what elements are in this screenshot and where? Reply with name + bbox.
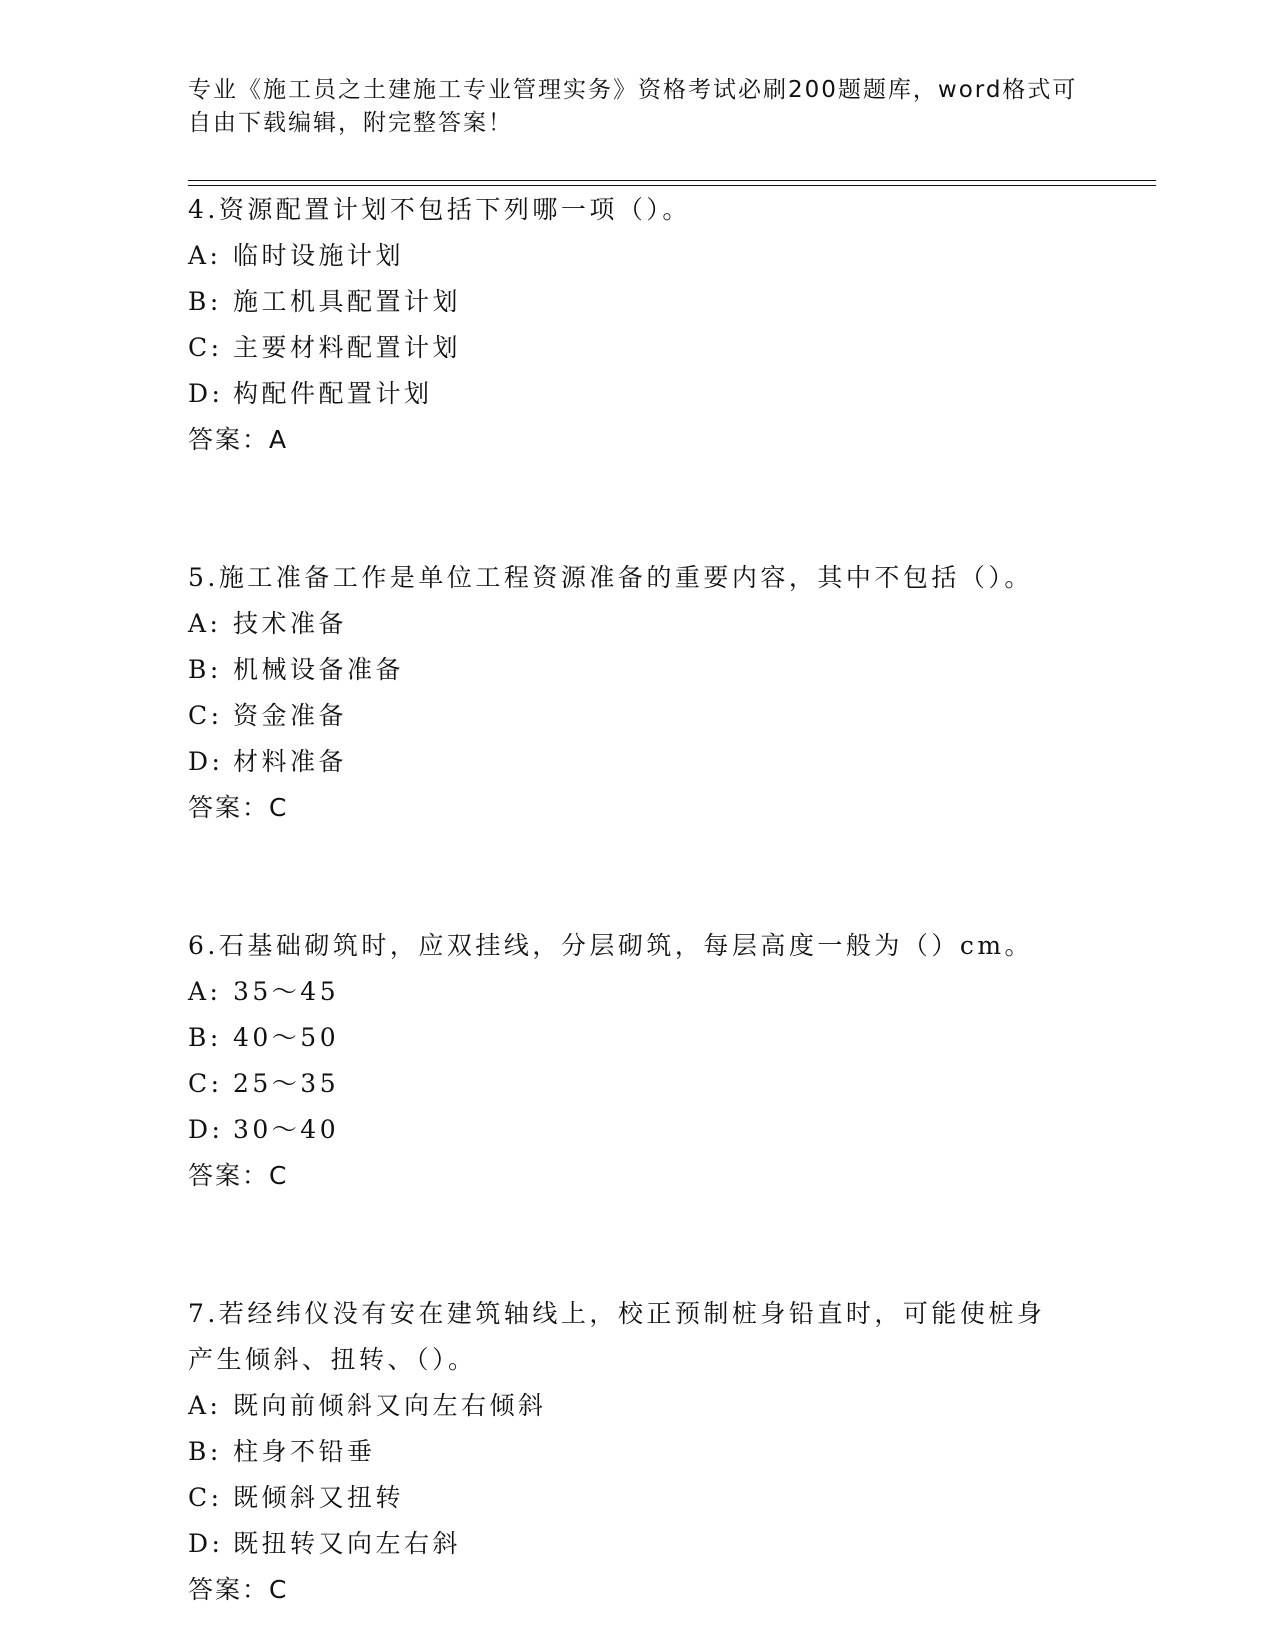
option-c xyxy=(188,325,1148,371)
option-text: 主要材料配置计划 xyxy=(233,333,462,362)
document-header xyxy=(188,74,1078,140)
option-b xyxy=(188,279,1148,325)
option-a xyxy=(188,233,1148,279)
option-text: 30～40 xyxy=(233,1115,340,1144)
option-d xyxy=(188,739,1148,785)
option-text: 既扭转又向左右斜 xyxy=(233,1529,462,1558)
option-letter: A: xyxy=(188,241,222,270)
option-letter: D: xyxy=(188,1115,224,1144)
option-text: 既倾斜又扭转 xyxy=(233,1483,405,1512)
question-stem: 5.施工准备工作是单位工程资源准备的重要内容，其中不包括（）。 xyxy=(188,563,1033,592)
option-letter: B: xyxy=(188,1023,222,1052)
option-text: 柱身不铅垂 xyxy=(233,1437,376,1466)
option-text: 临时设施计划 xyxy=(233,241,405,270)
option-text: 35～45 xyxy=(233,977,340,1006)
option-a xyxy=(188,601,1148,647)
header-divider-top xyxy=(188,180,1156,181)
option-a xyxy=(188,1383,1148,1429)
question-list xyxy=(188,187,1148,1613)
option-c xyxy=(188,1475,1148,1521)
question-stem: 4.资源配置计划不包括下列哪一项（）。 xyxy=(188,195,691,224)
option-letter: D: xyxy=(188,747,224,776)
question-item xyxy=(188,187,1148,463)
option-letter: C: xyxy=(188,1483,223,1512)
option-text: 机械设备准备 xyxy=(233,655,405,684)
option-letter: C: xyxy=(188,333,223,362)
header-line-2: 自由下载编辑，附完整答案！ xyxy=(188,110,513,136)
option-text: 构配件配置计划 xyxy=(233,379,433,408)
question-stem: 7.若经纬仪没有安在建筑轴线上，校正预制桩身铅直时，可能使桩身 xyxy=(188,1299,1046,1328)
option-b xyxy=(188,1015,1148,1061)
option-c xyxy=(188,1061,1148,1107)
answer-line: 答案：C xyxy=(188,1575,289,1604)
option-letter: B: xyxy=(188,287,222,316)
question-spacer xyxy=(188,831,1148,923)
option-b xyxy=(188,647,1148,693)
option-text: 技术准备 xyxy=(233,609,348,638)
question-stem-continued: 产生倾斜、扭转、（）。 xyxy=(188,1345,477,1374)
option-text: 40～50 xyxy=(233,1023,340,1052)
question-item xyxy=(188,923,1148,1199)
option-d xyxy=(188,371,1148,417)
option-letter: A: xyxy=(188,1391,222,1420)
option-text: 施工机具配置计划 xyxy=(233,287,462,316)
option-b xyxy=(188,1429,1148,1475)
question-stem: 6.石基础砌筑时，应双挂线，分层砌筑，每层高度一般为（）cm。 xyxy=(188,931,1034,960)
option-letter: A: xyxy=(188,977,222,1006)
option-a xyxy=(188,969,1148,1015)
question-item xyxy=(188,1291,1148,1613)
option-text: 25～35 xyxy=(233,1069,340,1098)
option-d xyxy=(188,1107,1148,1153)
option-letter: C: xyxy=(188,1069,223,1098)
question-spacer xyxy=(188,1199,1148,1291)
option-letter: A: xyxy=(188,609,222,638)
option-text: 资金准备 xyxy=(233,701,348,730)
question-spacer xyxy=(188,463,1148,555)
option-letter: D: xyxy=(188,379,224,408)
option-text: 材料准备 xyxy=(233,747,348,776)
option-letter: D: xyxy=(188,1529,224,1558)
question-item xyxy=(188,555,1148,831)
option-d xyxy=(188,1521,1148,1567)
answer-line: 答案：C xyxy=(188,793,289,822)
option-c xyxy=(188,693,1148,739)
answer-line: 答案：A xyxy=(188,425,289,454)
header-line-1: 专业《施工员之土建施工专业管理实务》资格考试必刷200题题库，word格式可 xyxy=(188,77,1078,103)
answer-line: 答案：C xyxy=(188,1161,289,1190)
option-letter: C: xyxy=(188,701,223,730)
option-letter: B: xyxy=(188,655,222,684)
header-divider-bottom xyxy=(188,185,1156,186)
option-text: 既向前倾斜又向左右倾斜 xyxy=(233,1391,547,1420)
option-letter: B: xyxy=(188,1437,222,1466)
